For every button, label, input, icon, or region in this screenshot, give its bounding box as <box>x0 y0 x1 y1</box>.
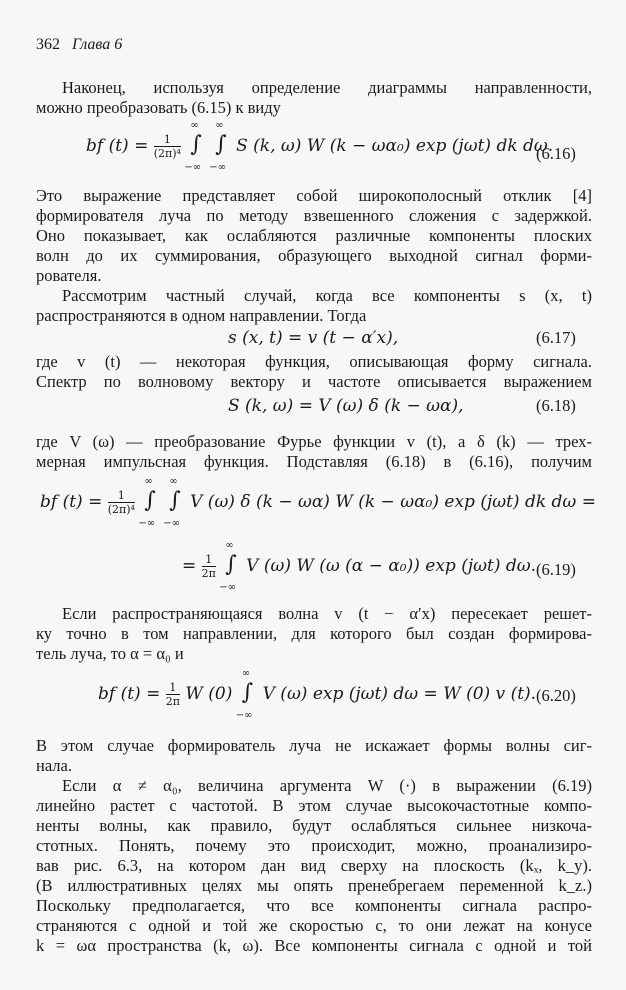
text-line: где V (ω) — преобразование Фурье функции v (t), а δ (k) — трех- <box>36 432 592 451</box>
text-line: k = ωα пространства (k, ω). Все компоненты сигнала с одной и той <box>36 936 592 955</box>
eq-body: V (ω) δ (k − ωα) W (k − ωα₀) exp (jωt) dk dω = <box>190 492 596 512</box>
text-line: страняются с одной и той же скоростью c, то они лежат на конусе <box>36 916 592 935</box>
int-lower: −∞ <box>184 162 202 173</box>
text-line: тель луча, то α = α₀ и <box>36 644 184 663</box>
text-line: Оно показывает, как ослабляются различные компоненты плоских <box>36 226 592 245</box>
frac-den: (2π)⁴ <box>107 502 135 516</box>
equation-6-19-line2 <box>182 540 537 593</box>
text-line: Рассмотрим частный случай, когда все компоненты s (x, t) <box>62 286 592 305</box>
chapter-title: Глава 6 <box>72 36 123 53</box>
equation-number: (6.17) <box>536 328 576 347</box>
integral-sign <box>219 540 237 593</box>
frac-num: 1 <box>108 490 135 503</box>
int-lower: −∞ <box>219 582 237 593</box>
int-glyph: ∫ <box>144 488 156 513</box>
equation-6-16 <box>86 120 554 173</box>
int-upper: ∞ <box>241 668 251 679</box>
text-line: стотных. Понять, почему это происходит, можно, проанализиро- <box>36 836 592 855</box>
equation-number: (6.18) <box>536 396 576 415</box>
text-line: можно преобразовать (6.15) к виду <box>36 98 281 117</box>
equation-6-19-line1 <box>40 476 596 529</box>
text-line: Наконец, используя определение диаграммы направленности, <box>62 78 592 97</box>
eq-fraction <box>108 490 135 516</box>
int-glyph: ∫ <box>215 132 227 157</box>
int-upper: ∞ <box>144 476 153 487</box>
int-upper: ∞ <box>225 540 234 551</box>
int-lower: −∞ <box>209 162 226 173</box>
text-line: мерная импульсная функция. Подставляя (6.18) в (6.16), получим <box>36 452 592 471</box>
eq-body: S (k, ω) W (k − ωα₀) exp (jωt) dk dω. <box>236 136 554 156</box>
page-header <box>36 36 122 54</box>
eq-fraction <box>154 134 181 160</box>
page-number: 362 <box>36 36 60 53</box>
int-glyph: ∫ <box>190 132 202 157</box>
text-line: ненты волны, как правило, будут ослабляться сильнее низкоча- <box>36 816 592 835</box>
integral-sign <box>138 476 156 529</box>
int-glyph: ∫ <box>241 680 254 705</box>
text-line: Спектр по волновому вектору и частоте описывается выражением <box>36 372 592 391</box>
integral-sign <box>235 668 254 721</box>
frac-den: 2π <box>201 566 216 580</box>
equation-6-17 <box>228 328 398 348</box>
equation-number: (6.19) <box>536 560 576 579</box>
int-upper: ∞ <box>190 120 199 131</box>
equation-number: (6.16) <box>536 144 576 163</box>
integral-sign <box>209 120 227 173</box>
eq-lhs: = <box>182 556 197 576</box>
text-line: Если α ≠ α₀, величина аргумента W (·) в выражении (6.19) <box>62 776 592 795</box>
text-line: Если распространяющаяся волна v (t − α′x) пересекает решет- <box>62 604 592 623</box>
eq-fraction <box>166 682 180 708</box>
eq-body: S (k, ω) = V (ω) δ (k − ωα), <box>228 396 464 416</box>
text-line: нала. <box>36 756 72 775</box>
int-glyph: ∫ <box>169 488 181 513</box>
integral-sign <box>184 120 202 173</box>
frac-num: 1 <box>154 134 181 147</box>
text-line: где v (t) — некоторая функция, описывающая форму сигнала. <box>36 352 592 371</box>
int-upper: ∞ <box>169 476 178 487</box>
frac-num: 1 <box>166 682 180 695</box>
equation-number: (6.20) <box>536 686 576 705</box>
eq-lhs: bf (t) = <box>98 684 161 704</box>
frac-den: 2π <box>165 694 180 708</box>
int-lower: −∞ <box>163 518 180 529</box>
text-line: (В иллюстративных целях мы опять пренебрегаем переменной k_z.) <box>36 876 592 895</box>
frac-den: (2π)⁴ <box>153 146 181 160</box>
eq-body: W (0) <box>185 684 233 704</box>
frac-num: 1 <box>202 554 216 567</box>
text-line: ку точно в том направлении, для которого был создан формирова- <box>36 624 592 643</box>
int-lower: −∞ <box>138 518 156 529</box>
equation-6-20 <box>98 668 537 721</box>
eq-body: V (ω) W (ω (α − α₀)) exp (jωt) dω. <box>246 556 537 576</box>
eq-fraction <box>202 554 216 580</box>
text-line: Поскольку предполагается, что все компоненты сигнала распро- <box>36 896 592 915</box>
eq-lhs: bf (t) = <box>86 136 149 156</box>
text-line: рователя. <box>36 266 102 285</box>
int-glyph: ∫ <box>225 552 237 577</box>
text-line: Это выражение представляет собой широкополосный отклик [4] <box>36 186 592 205</box>
int-lower: −∞ <box>235 710 253 721</box>
int-upper: ∞ <box>215 120 224 131</box>
text-line: формирователя луча по методу взвешенного сложения с задержкой. <box>36 206 592 225</box>
text-line: В этом случае формирователь луча не искажает формы волны сиг- <box>36 736 592 755</box>
eq-body: V (ω) exp (jωt) dω = W (0) v (t). <box>262 684 537 704</box>
text-line: волн до их суммирования, образующего выходной сигнал форми- <box>36 246 592 265</box>
text-line: линейно растет с частотой. В этом случае высокочастотные компо- <box>36 796 592 815</box>
text-line: вав рис. 6.3, на котором дан вид сверху на плоскость (kₓ, k_y). <box>36 856 592 875</box>
eq-lhs: bf (t) = <box>40 492 103 512</box>
integral-sign <box>163 476 181 529</box>
eq-body: s (x, t) = v (t − α′x), <box>228 328 399 348</box>
text-line: распространяются в одном направлении. Тогда <box>36 306 367 325</box>
equation-6-18 <box>228 396 464 416</box>
